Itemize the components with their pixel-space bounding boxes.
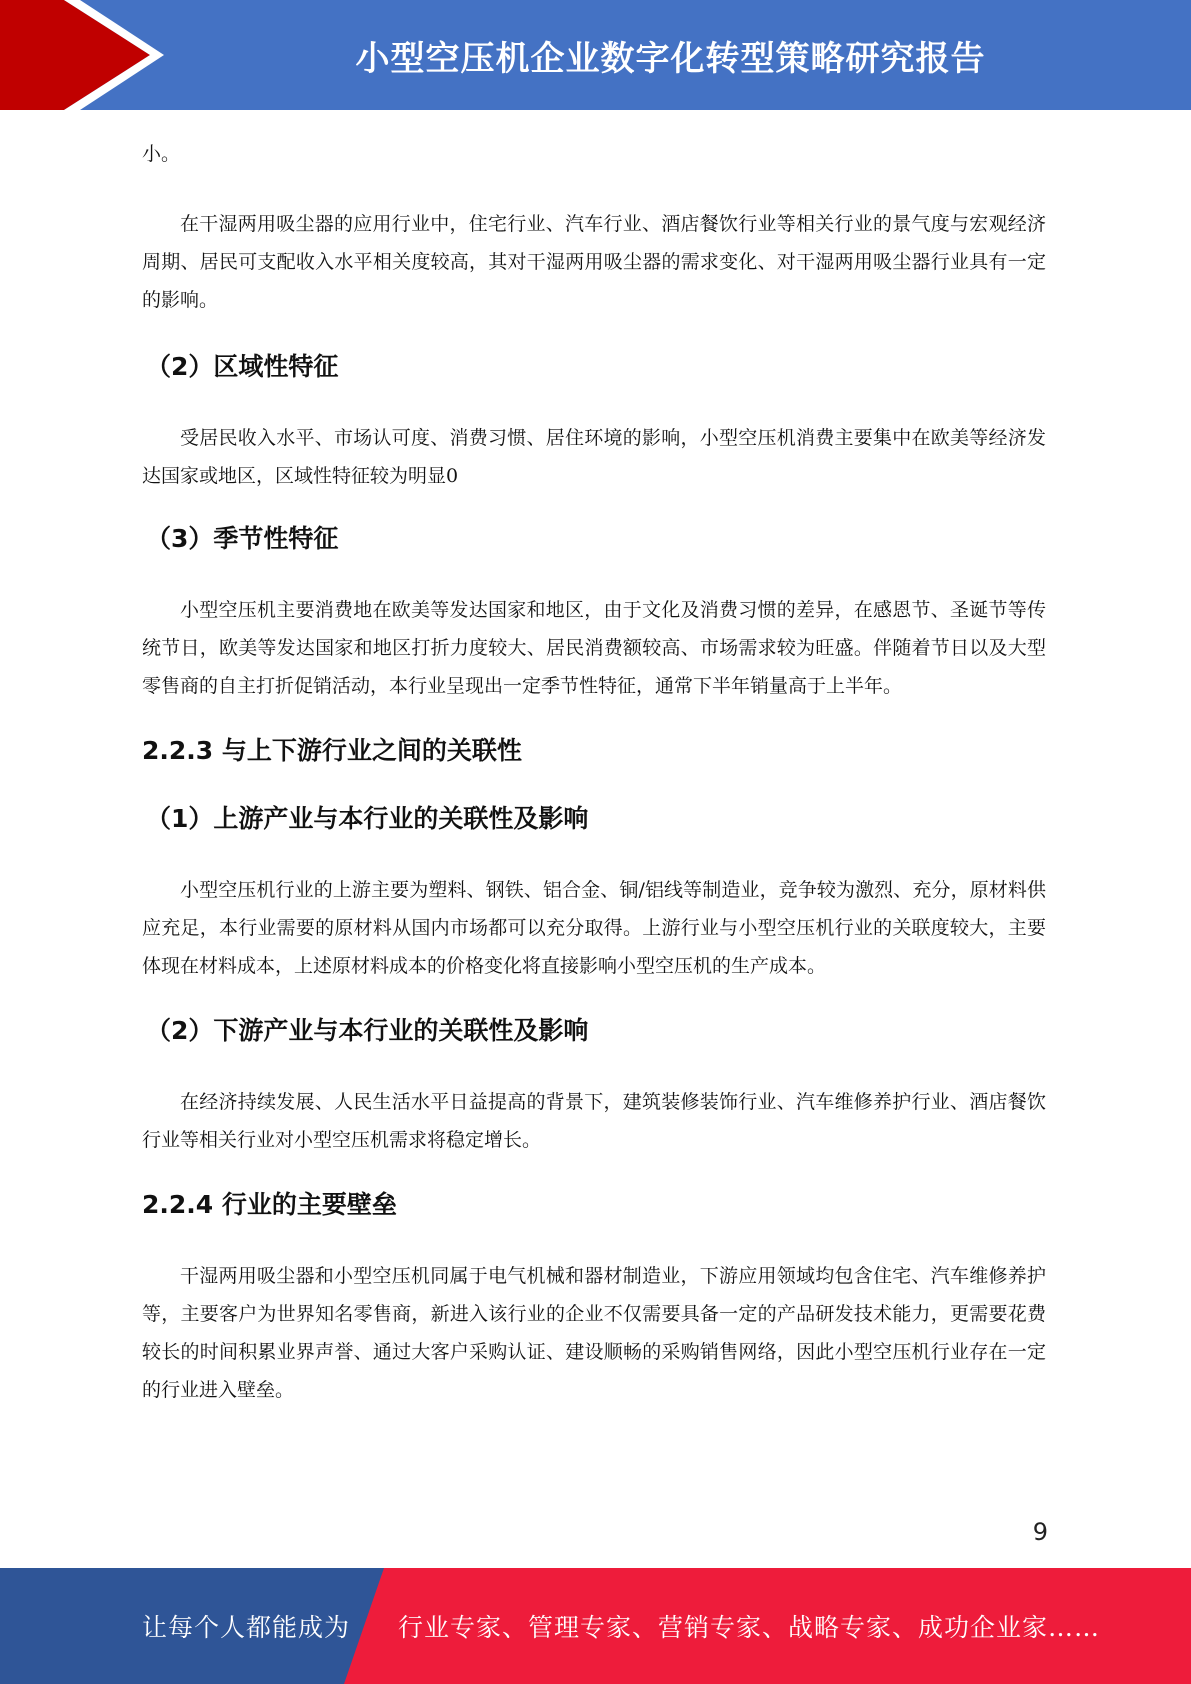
paragraph-regional: 受居民收入水平、市场认可度、消费习惯、居住环境的影响，小型空压机消费主要集中在欧美等经济发达国家或地区，区域性特征较为明显0 bbox=[142, 427, 1046, 487]
page-content bbox=[142, 130, 1046, 1409]
footer-slogan-left: 让每个人都能成为 bbox=[142, 1613, 351, 1642]
paragraph-continuation: 小。 bbox=[142, 143, 181, 165]
report-title: 小型空压机企业数字化转型策略研究报告 bbox=[355, 38, 986, 79]
paragraph-barriers: 干湿两用吸尘器和小型空压机同属于电气机械和器材制造业，下游应用领域均包含住宅、汽车维修养护等，主要客户为世界知名零售商，新进入该行业的企业不仅需要具备一定的产品研发技术能力，更需要花费较长的时间积累业界声誉、通过大客户采购认证、建设顺畅的采购销售网络，因此小型空压机行业存在一定的行业进入壁垒。 bbox=[142, 1265, 1046, 1401]
paragraph-seasonal: 小型空压机主要消费地在欧美等发达国家和地区，由于文化及消费习惯的差异，在感恩节、圣诞节等传统节日，欧美等发达国家和地区打折力度较大、居民消费额较高、市场需求较为旺盛。伴随着节日以及大型零售商的自主打折促销活动，本行业呈现出一定季节性特征，通常下半年销量高于上半年。 bbox=[142, 599, 1046, 697]
heading-upstream: （1）上游产业与本行业的关联性及影响 bbox=[146, 804, 589, 833]
heading-section-2-2-4: 2.2.4 行业的主要壁垒 bbox=[142, 1190, 397, 1219]
heading-regional-features: （2）区域性特征 bbox=[146, 352, 339, 381]
page-header bbox=[0, 0, 1191, 110]
paragraph-applications: 在干湿两用吸尘器的应用行业中，住宅行业、汽车行业、酒店餐饮行业等相关行业的景气度与宏观经济周期、居民可支配收入水平相关度较高，其对干湿两用吸尘器的需求变化、对干湿两用吸尘器行业具有一定的影响。 bbox=[142, 213, 1046, 311]
page-footer bbox=[0, 1568, 1191, 1684]
paragraph-upstream: 小型空压机行业的上游主要为塑料、钢铁、铝合金、铜/铝线等制造业，竞争较为激烈、充分，原材料供应充足，本行业需要的原材料从国内市场都可以充分取得。上游行业与小型空压机行业的关联度较大，主要体现在材料成本，上述原材料成本的价格变化将直接影响小型空压机的生产成本。 bbox=[142, 879, 1046, 977]
heading-section-2-2-3: 2.2.3 与上下游行业之间的关联性 bbox=[142, 736, 522, 765]
footer-slogan-right: 行业专家、管理专家、营销专家、战略专家、成功企业家…… bbox=[398, 1613, 1101, 1642]
page-number: 9 bbox=[1032, 1518, 1048, 1546]
heading-downstream: （2）下游产业与本行业的关联性及影响 bbox=[146, 1016, 589, 1045]
heading-seasonal-features: （3）季节性特征 bbox=[146, 524, 339, 553]
paragraph-downstream: 在经济持续发展、人民生活水平日益提高的背景下，建筑装修装饰行业、汽车维修养护行业、酒店餐饮行业等相关行业对小型空压机需求将稳定增长。 bbox=[142, 1091, 1046, 1151]
